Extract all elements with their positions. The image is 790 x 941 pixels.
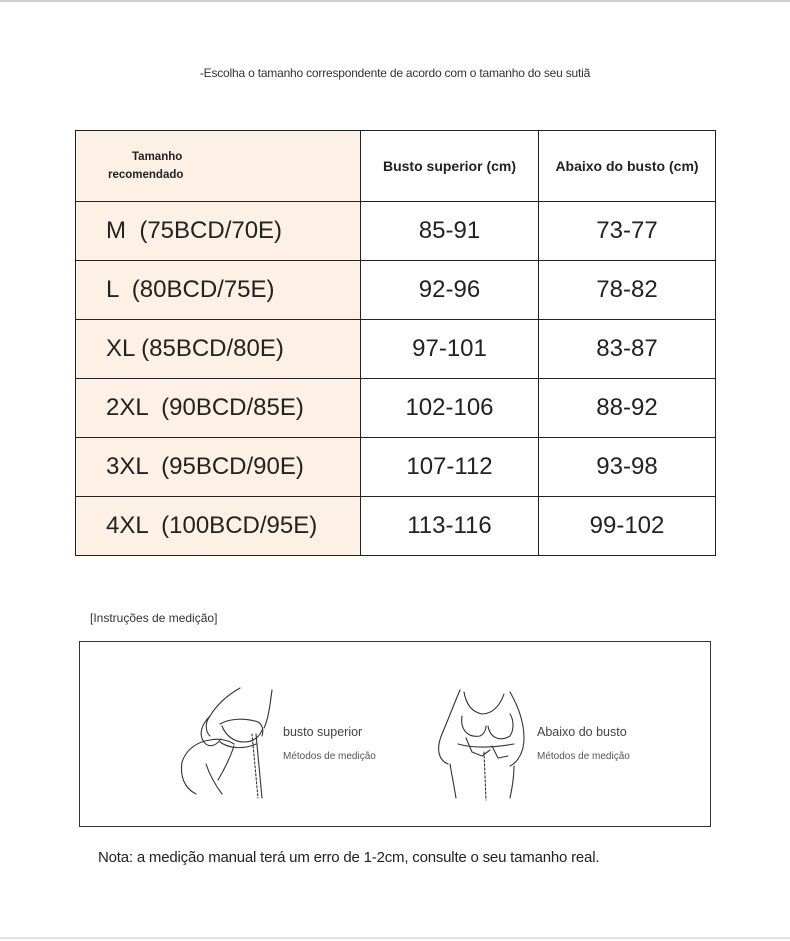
under-bust-cell: 93-98 [539, 438, 716, 497]
size-cell: 2XL (90BCD/85E) [76, 379, 361, 438]
size-cell: M (75BCD/70E) [76, 202, 361, 261]
table-row [76, 202, 716, 261]
header-size-line2: recomendado [108, 169, 184, 181]
upper-bust-cell: 102-106 [361, 379, 539, 438]
upper-bust-title: busto superior [283, 725, 363, 739]
under-bust-measure-illustration [432, 686, 532, 802]
header-recommended-size [76, 131, 361, 202]
size-cell: 4XL (100BCD/95E) [76, 497, 361, 556]
upper-bust-cell: 85-91 [361, 202, 539, 261]
table-row [76, 320, 716, 379]
header-under-bust: Abaixo do busto (cm) [539, 131, 716, 202]
size-cell: XL (85BCD/80E) [76, 320, 361, 379]
upper-bust-measure-illustration [176, 684, 276, 802]
under-bust-cell: 73-77 [539, 202, 716, 261]
header-upper-bust: Busto superior (cm) [361, 131, 539, 202]
size-cell: 3XL (95BCD/90E) [76, 438, 361, 497]
table-row [76, 438, 716, 497]
upper-bust-cell: 113-116 [361, 497, 539, 556]
under-bust-cell: 88-92 [539, 379, 716, 438]
top-divider [0, 0, 790, 2]
under-bust-cell: 78-82 [539, 261, 716, 320]
table-row [76, 497, 716, 556]
upper-bust-cell: 107-112 [361, 438, 539, 497]
table-row [76, 379, 716, 438]
under-bust-method: Métodos de medição [537, 751, 630, 762]
under-bust-cell: 83-87 [539, 320, 716, 379]
size-cell: L (80BCD/75E) [76, 261, 361, 320]
under-bust-title: Abaixo do busto [537, 725, 627, 739]
header-size-line1: Tamanho [132, 151, 183, 163]
size-table [75, 130, 716, 556]
under-bust-cell: 99-102 [539, 497, 716, 556]
upper-bust-method: Métodos de medição [283, 751, 376, 762]
measurement-note: Nota: a medição manual terá um erro de 1-2cm, consulte o seu tamanho real. [98, 849, 600, 866]
upper-bust-cell: 92-96 [361, 261, 539, 320]
upper-bust-cell: 97-101 [361, 320, 539, 379]
bottom-divider [0, 937, 790, 939]
page-subtitle: -Escolha o tamanho correspondente de acordo com o tamanho do seu sutiã [199, 66, 591, 80]
instructions-box [79, 641, 711, 827]
table-header-row [76, 131, 716, 202]
instructions-label: [Instruções de medição] [90, 611, 218, 625]
table-row [76, 261, 716, 320]
